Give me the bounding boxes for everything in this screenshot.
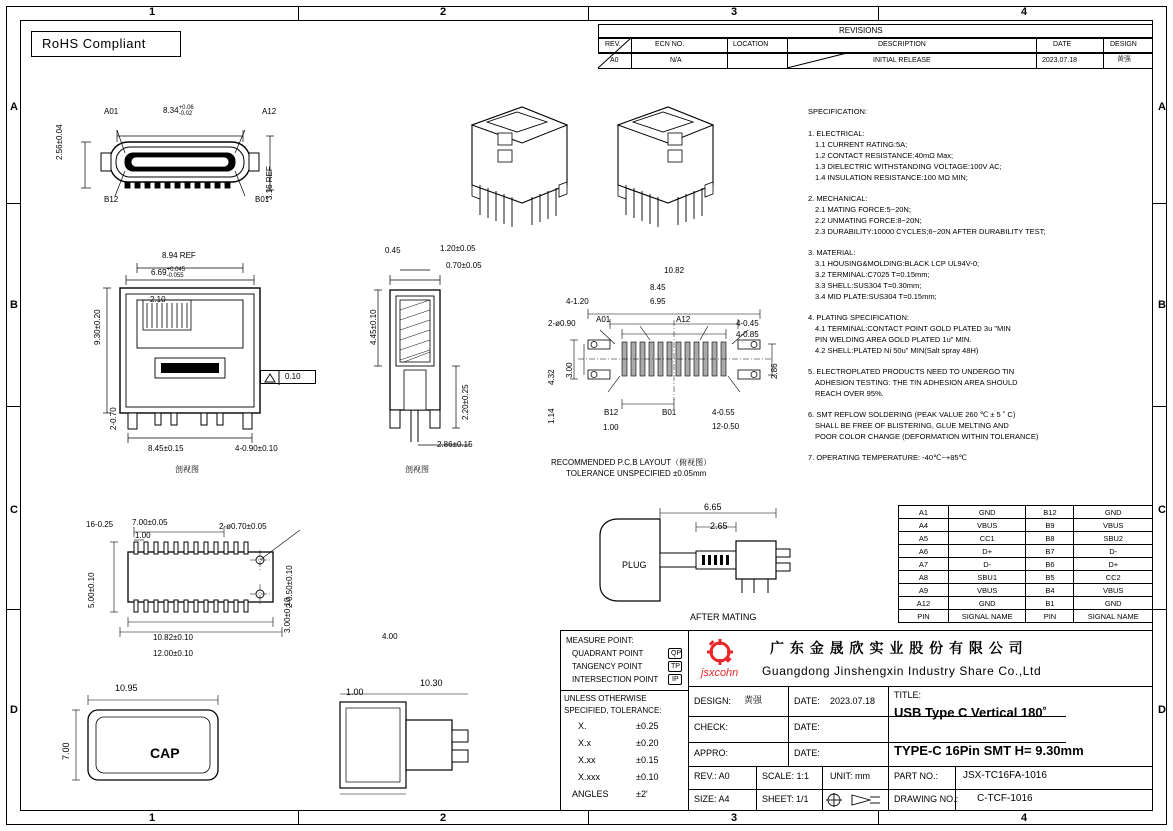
dim-2-56: 2.56±0.04 bbox=[55, 124, 64, 160]
zone-tick bbox=[6, 203, 20, 204]
spec-6-l2: POOR COLOR CHANGE (DEFORMATION WITHIN TOLERANCE) bbox=[815, 432, 1039, 441]
tol-row-3-label: X.xxx bbox=[578, 772, 601, 782]
label-a12: A12 bbox=[262, 107, 277, 116]
tolerance-head1: UNLESS OTHERWISE bbox=[564, 694, 647, 703]
spec-3-4: 3.4 MID PLATE:SUS304 T=0.15mm; bbox=[815, 292, 937, 301]
tol-row-2-value: ±0.15 bbox=[636, 755, 659, 765]
spec-2-3: 2.3 DURABILITY:10000 CYCLES;6~20N AFTER DURABILITY TEST; bbox=[815, 227, 1046, 236]
sheet-label: SHEET: 1/1 bbox=[762, 794, 809, 804]
tol-row-4-value: ±2' bbox=[636, 789, 648, 799]
measure-quadrant: QUADRANT POINT bbox=[572, 649, 644, 658]
company-name-cn: 广 东 金 晟 欣 实 业 股 份 有 限 公 司 bbox=[770, 640, 1024, 656]
cap-dim-7-00: 7.00 bbox=[61, 742, 71, 760]
zone-tick bbox=[1153, 609, 1167, 610]
table-row bbox=[899, 532, 1153, 545]
pcb-dim-2-d090: 2-ø0.90 bbox=[548, 319, 576, 328]
design-label: DESIGN: bbox=[694, 696, 732, 706]
measure-point-title: MEASURE POINT: bbox=[566, 636, 634, 645]
spec-4-2: 4.2 SHELL:PLATED Ni 50u" MIN(Salt spray 48H) bbox=[815, 346, 979, 355]
pcb-label-a12: A12 bbox=[676, 315, 691, 324]
tol-row-1-label: X.x bbox=[578, 738, 592, 748]
bot-dim-16-0-25: 16-0.25 bbox=[86, 520, 114, 529]
pin-cell: D+ bbox=[1074, 558, 1153, 571]
pin-cell: A8 bbox=[899, 571, 949, 584]
pin-cell: A7 bbox=[899, 558, 949, 571]
zone-tick bbox=[1153, 203, 1167, 204]
scale-label: SCALE: 1:1 bbox=[762, 771, 810, 781]
pin-cell: B12 bbox=[1026, 506, 1074, 519]
revisions-title: REVISIONS bbox=[839, 26, 883, 35]
pin-cell: A6 bbox=[899, 545, 949, 558]
design-value: 黄强 bbox=[744, 695, 763, 705]
tol-row-0-value: ±0.25 bbox=[636, 721, 659, 731]
pin-header-signal: SIGNAL NAME bbox=[948, 610, 1026, 623]
spec-3-2: 3.2 TERMINAL:C7025 T=0.15mm; bbox=[815, 270, 930, 279]
gd-t-flatness-box bbox=[260, 370, 316, 384]
pin-cell: A4 bbox=[899, 519, 949, 532]
pin-header-signal2: SIGNAL NAME bbox=[1074, 610, 1153, 623]
rev-label: REV.: A0 bbox=[694, 771, 730, 781]
title-line-2: TYPE-C 16Pin SMT H= 9.30mm bbox=[894, 743, 1084, 758]
side-view-caption: 剖视图 bbox=[405, 465, 429, 474]
pin-cell: B1 bbox=[1026, 597, 1074, 610]
pin-cell: D- bbox=[1074, 545, 1153, 558]
bot-dim-2-0-50: 2-0.50±0.10 bbox=[285, 565, 294, 608]
rev-header-design: DESIGN bbox=[1110, 41, 1137, 48]
company-name-en: Guangdong Jinshengxin Industry Share Co.,Ltd bbox=[762, 664, 1042, 678]
dim-8-45-tol: 8.45±0.15 bbox=[148, 444, 184, 453]
pin-cell: B6 bbox=[1026, 558, 1074, 571]
measure-intersection: INTERSECTION POINT bbox=[572, 675, 659, 684]
spec-2-head: 2. MECHANICAL: bbox=[808, 194, 868, 203]
size-label: SIZE: A4 bbox=[694, 794, 730, 804]
spec-7-head: 7. OPERATING TEMPERATURE: -40℃~+85℃ bbox=[808, 453, 967, 462]
spec-title: SPECIFICATION: bbox=[808, 107, 868, 116]
cap-label: CAP bbox=[150, 745, 180, 761]
capside-dim-10-30: 10.30 bbox=[420, 678, 443, 688]
after-mating-caption: AFTER MATING bbox=[690, 612, 757, 622]
pin-cell: B7 bbox=[1026, 545, 1074, 558]
bot-dim-2-d070: 2-ø0.70±0.05 bbox=[219, 522, 267, 531]
zone-label-right-d: D bbox=[1158, 704, 1166, 716]
zone-label-left-d: D bbox=[10, 704, 18, 716]
pin-cell: GND bbox=[1074, 506, 1153, 519]
pin-cell: GND bbox=[1074, 597, 1153, 610]
pcb-dim-8-45: 8.45 bbox=[650, 283, 666, 292]
zone-label-bottom-1: 1 bbox=[149, 812, 156, 824]
dim-2-86-tol: 2.86±0.15 bbox=[437, 440, 473, 449]
bot-dim-4-00: 4.00 bbox=[382, 632, 398, 641]
front-view-caption: 剖视图 bbox=[175, 465, 199, 474]
rohs-badge bbox=[31, 31, 181, 57]
zone-label-right-a: A bbox=[1158, 101, 1166, 113]
pin-cell: VBUS bbox=[948, 519, 1026, 532]
pcb-dim-4-32: 4.32 bbox=[547, 369, 556, 385]
table-row bbox=[899, 545, 1153, 558]
date-label-3: DATE: bbox=[794, 748, 820, 758]
dim-9-30: 9.30±0.20 bbox=[93, 309, 102, 345]
spec-1-4: 1.4 INSULATION RESISTANCE:100 MΩ MIN; bbox=[815, 173, 968, 182]
zone-tick bbox=[878, 6, 879, 20]
spec-5-l2: REACH OVER 95%. bbox=[815, 389, 884, 398]
rev-cell-description: INITIAL RELEASE bbox=[873, 57, 931, 64]
zone-tick bbox=[6, 406, 20, 407]
spec-5-head: 5. ELECTROPLATED PRODUCTS NEED TO UNDERGO TIN bbox=[808, 367, 1015, 376]
qp-tag: QP bbox=[668, 648, 682, 659]
pin-cell: A1 bbox=[899, 506, 949, 519]
zone-tick bbox=[298, 811, 299, 825]
pcb-dim-6-95: 6.95 bbox=[650, 297, 666, 306]
drawing-no-label: DRAWING NO.: bbox=[894, 794, 959, 804]
table-row bbox=[899, 558, 1153, 571]
pcb-dim-2-86: 2.86 bbox=[770, 363, 779, 379]
dim-4-0-90: 4-0.90±0.10 bbox=[235, 444, 278, 453]
rev-header-description: DESCRIPTION bbox=[878, 41, 926, 48]
tp-tag: TP bbox=[668, 661, 682, 672]
spec-1-2: 1.2 CONTACT RESISTANCE:40mΩ Max; bbox=[815, 151, 954, 160]
plug-label: PLUG bbox=[622, 560, 647, 570]
spec-4-head: 4. PLATING SPECIFICATION: bbox=[808, 313, 909, 322]
label-b01: B01 bbox=[255, 195, 270, 204]
spec-4-1: 4.1 TERMINAL:CONTACT POINT GOLD PLATED 3u "MIN bbox=[815, 324, 1011, 333]
title-line-1: USB Type C Vertical 180˚ bbox=[894, 705, 1047, 720]
zone-label-left-a: A bbox=[10, 101, 18, 113]
dim-2-20: 2.20±0.25 bbox=[461, 384, 470, 420]
zone-label-left-b: B bbox=[10, 299, 18, 311]
zone-tick bbox=[588, 811, 589, 825]
pcb-dim-10-82: 10.82 bbox=[664, 266, 685, 275]
drawing-no-value: C-TCF-1016 bbox=[977, 793, 1033, 804]
dim-0-70: 0.70±0.05 bbox=[446, 261, 482, 270]
date-value: 2023.07.18 bbox=[830, 696, 876, 706]
dim-3-16-ref: 3.16 REF bbox=[265, 166, 274, 200]
dim-4-45: 4.45±0.10 bbox=[369, 309, 378, 345]
tolerance-head2: SPECIFIED, TOLERANCE: bbox=[564, 706, 662, 715]
spec-3-1: 3.1 HOUSING&MOLDING:BLACK LCP UL94V-0; bbox=[815, 259, 980, 268]
tol-row-1-value: ±0.20 bbox=[636, 738, 659, 748]
rev-cell-date: 2023.07.18 bbox=[1042, 57, 1078, 64]
zone-label-left-c: C bbox=[10, 504, 18, 516]
mating-dim-2-65: 2.65 bbox=[710, 521, 728, 531]
pin-cell: B8 bbox=[1026, 532, 1074, 545]
zone-label-right-c: C bbox=[1158, 504, 1166, 516]
label-b12: B12 bbox=[104, 195, 119, 204]
bot-dim-10-82: 10.82±0.10 bbox=[153, 633, 193, 642]
dim-2-0-70: 2-0.70 bbox=[109, 407, 118, 430]
ip-tag: IP bbox=[668, 674, 682, 685]
table-row bbox=[899, 571, 1153, 584]
company-logo bbox=[700, 638, 754, 680]
pin-cell: D- bbox=[948, 558, 1026, 571]
table-row bbox=[899, 597, 1153, 610]
pcb-dim-3-00: 3.00 bbox=[565, 362, 574, 378]
tol-row-2-label: X.xx bbox=[578, 755, 596, 765]
zone-label-right-b: B bbox=[1158, 299, 1166, 311]
pin-header-pin2: PIN bbox=[1026, 610, 1074, 623]
rev-header-rev: REV. bbox=[605, 41, 621, 48]
pin-cell: VBUS bbox=[1074, 584, 1153, 597]
pcb-caption: RECOMMENDED P.C.B LAYOUT（俯视图） bbox=[551, 458, 712, 467]
pin-cell: GND bbox=[948, 506, 1026, 519]
bot-dim-7-00: 7.00±0.05 bbox=[132, 518, 168, 527]
zone-label-bottom-2: 2 bbox=[440, 812, 447, 824]
pcb-dim-4-0-85: 4-0.85 bbox=[736, 330, 759, 339]
check-label: CHECK: bbox=[694, 722, 729, 732]
pin-cell: GND bbox=[948, 597, 1026, 610]
dim-8-94-ref: 8.94 REF bbox=[162, 251, 196, 260]
zone-tick bbox=[298, 6, 299, 20]
bot-dim-1-00: 1.00 bbox=[135, 531, 151, 540]
pin-cell: CC1 bbox=[948, 532, 1026, 545]
pin-assignment-table bbox=[898, 505, 1153, 623]
appro-label: APPRO: bbox=[694, 748, 729, 758]
pin-header-pin: PIN bbox=[899, 610, 949, 623]
zone-label-top-1: 1 bbox=[149, 6, 156, 18]
date-label-2: DATE: bbox=[794, 722, 820, 732]
date-label: DATE: bbox=[794, 696, 820, 706]
table-header-row bbox=[899, 610, 1153, 623]
specification-block bbox=[808, 108, 867, 116]
pin-cell: A12 bbox=[899, 597, 949, 610]
rohs-label: RoHS Compliant bbox=[42, 36, 146, 51]
table-row bbox=[899, 519, 1153, 532]
dim-6-69: 6.69+0.045 -0.055 bbox=[151, 267, 186, 279]
pcb-dim-1-14: 1.14 bbox=[547, 408, 556, 424]
dim-2-10: 2.10 bbox=[150, 295, 166, 304]
measure-tangency: TANGENCY POINT bbox=[572, 662, 643, 671]
unit-label: UNIT: mm bbox=[830, 771, 870, 781]
capside-dim-1-00: 1.00 bbox=[346, 687, 364, 697]
svg-text:jsxcohn: jsxcohn bbox=[701, 667, 739, 679]
rev-cell-design: 黄强 bbox=[1117, 56, 1131, 63]
pin-cell: SBU1 bbox=[948, 571, 1026, 584]
pcb-dim-12-0-50: 12-0.50 bbox=[712, 422, 740, 431]
flatness-value: 0.10 bbox=[285, 372, 301, 381]
dim-8-34: 8.34+0.06 -0.02 bbox=[163, 105, 194, 117]
pcb-label-b01: B01 bbox=[662, 408, 677, 417]
part-no-value: JSX-TC16FA-1016 bbox=[963, 770, 1047, 781]
rev-cell-ecn: N/A bbox=[670, 57, 682, 64]
part-no-label: PART NO.: bbox=[894, 771, 939, 781]
dim-1-20: 1.20±0.05 bbox=[440, 244, 476, 253]
tol-row-3-value: ±0.10 bbox=[636, 772, 659, 782]
spec-1-3: 1.3 DIELECTRIC WITHSTANDING VOLTAGE:100V AC; bbox=[815, 162, 1002, 171]
zone-tick bbox=[878, 811, 879, 825]
zone-label-top-2: 2 bbox=[440, 6, 447, 18]
spec-1-1: 1.1 CURRENT RATING:5A; bbox=[815, 140, 908, 149]
rev-cell-rev: A0 bbox=[610, 57, 619, 64]
pcb-dim-4-0-45: 4-0.45 bbox=[736, 319, 759, 328]
pcb-label-b12: B12 bbox=[604, 408, 619, 417]
pin-cell: B4 bbox=[1026, 584, 1074, 597]
pin-cell: CC2 bbox=[1074, 571, 1153, 584]
rev-header-date: DATE bbox=[1053, 41, 1072, 48]
tol-row-0-label: X. bbox=[578, 721, 587, 731]
bot-dim-5-00: 5.00±0.10 bbox=[87, 572, 96, 608]
spec-3-head: 3. MATERIAL: bbox=[808, 248, 856, 257]
spec-3-3: 3.3 SHELL:SUS304 T=0.30mm; bbox=[815, 281, 922, 290]
pcb-dim-1-00: 1.00 bbox=[603, 423, 619, 432]
zone-tick bbox=[6, 609, 20, 610]
zone-label-bottom-3: 3 bbox=[731, 812, 738, 824]
bot-dim-12-00: 12.00±0.10 bbox=[153, 649, 193, 658]
pin-cell: SBU2 bbox=[1074, 532, 1153, 545]
label-a01: A01 bbox=[104, 107, 119, 116]
spec-2-1: 2.1 MATING FORCE:5~20N; bbox=[815, 205, 911, 214]
cap-dim-10-95: 10.95 bbox=[115, 683, 138, 693]
pin-cell: VBUS bbox=[1074, 519, 1153, 532]
pin-cell: B5 bbox=[1026, 571, 1074, 584]
title-label: TITLE: bbox=[894, 690, 922, 700]
dim-0-45: 0.45 bbox=[385, 246, 401, 255]
pin-cell: A9 bbox=[899, 584, 949, 597]
pin-cell: D+ bbox=[948, 545, 1026, 558]
tol-row-4-label: ANGLES bbox=[572, 789, 609, 799]
spec-2-2: 2.2 UNMATING FORCE:8~20N; bbox=[815, 216, 922, 225]
table-row bbox=[899, 584, 1153, 597]
spec-5-l1: ADHESION TESTING: THE TIN ADHESION AREA SHOULD bbox=[815, 378, 1018, 387]
pin-cell: A5 bbox=[899, 532, 949, 545]
pin-cell: B9 bbox=[1026, 519, 1074, 532]
pcb-dim-4-0-55: 4-0.55 bbox=[712, 408, 735, 417]
spec-1-head: 1. ELECTRICAL: bbox=[808, 129, 865, 138]
mating-dim-6-65: 6.65 bbox=[704, 502, 722, 512]
spec-6-l1: SHALL BE FREE OF BLISTERING, GLUE MELTING AND bbox=[815, 421, 1009, 430]
pcb-label-a01: A01 bbox=[596, 315, 611, 324]
pcb-tolerance-note: TOLERANCE UNSPECIFIED ±0.05mm bbox=[566, 469, 707, 478]
rev-header-location: LOCATION bbox=[733, 41, 769, 48]
spec-6-head: 6. SMT REFLOW SOLDERING (PEAK VALUE 260 ℃ ± 5 ˚ C) bbox=[808, 410, 1016, 419]
rev-header-ecn: ECN NO. bbox=[655, 41, 685, 48]
zone-label-top-3: 3 bbox=[731, 6, 738, 18]
table-row bbox=[899, 506, 1153, 519]
zone-tick bbox=[1153, 406, 1167, 407]
bot-dim-3-00: 3.00±0.10 bbox=[283, 597, 292, 633]
zone-label-top-4: 4 bbox=[1021, 6, 1028, 18]
spec-4-1b: PIN WELDING AREA GOLD PLATED 1u" MIN. bbox=[815, 335, 972, 344]
pin-cell: VBUS bbox=[948, 584, 1026, 597]
zone-label-bottom-4: 4 bbox=[1021, 812, 1028, 824]
pcb-dim-4-1-20: 4-1.20 bbox=[566, 297, 589, 306]
revisions-title-bar bbox=[598, 24, 1153, 38]
zone-tick bbox=[588, 6, 589, 20]
